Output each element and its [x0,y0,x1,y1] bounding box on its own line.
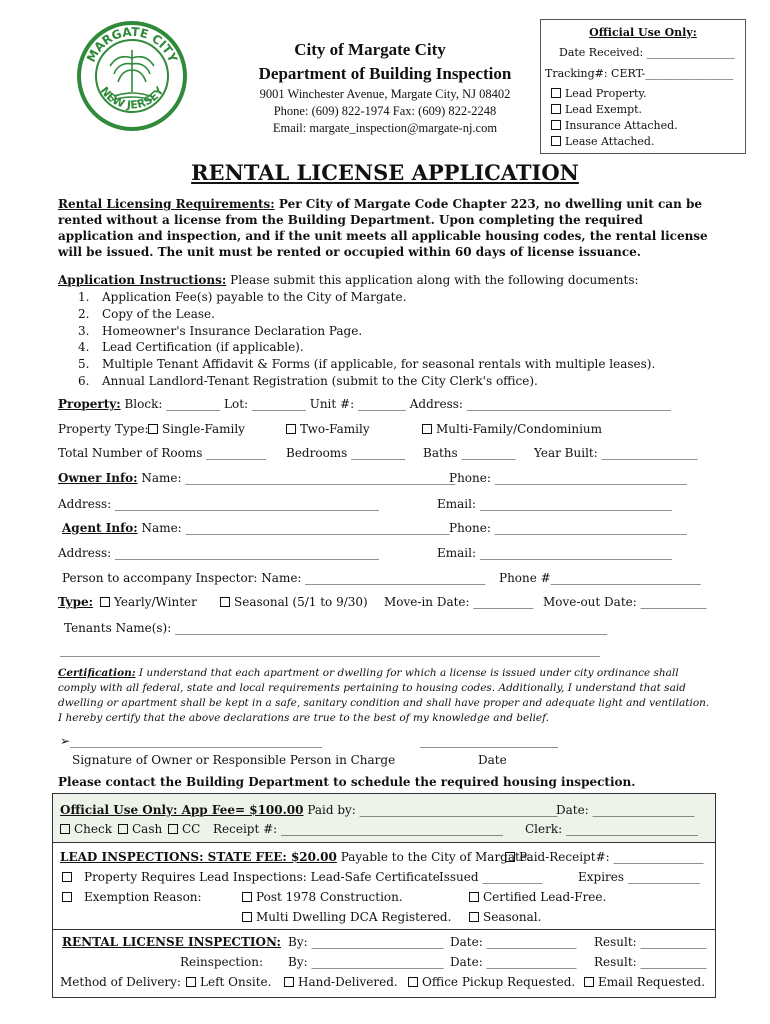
check-cash[interactable]: Cash [118,822,162,836]
city-seal [76,20,188,132]
agent-phone-field[interactable]: Phone: ________________________________ [449,521,687,535]
bedrooms-field[interactable]: Bedrooms _________ [286,446,406,460]
signature-line[interactable]: ➢__________________________________________ [60,734,323,748]
checkbox-icon [62,872,72,882]
owner-address-field[interactable]: Address: ____________________________________________ [58,497,380,511]
check-lead-seasonal[interactable]: Seasonal. [469,910,541,924]
accompany-phone-field[interactable]: Phone #_________________________ [499,571,701,585]
check-exemption[interactable]: Exemption Reason: [62,890,202,904]
checkbox-icon [551,136,561,146]
inspection-result-field[interactable]: Result: ___________ [594,935,707,949]
check-office-pickup[interactable]: Office Pickup Requested. [408,975,575,989]
reinspection-date-field[interactable]: Date: _______________ [450,955,577,969]
check-lead-exempt[interactable]: Lead Exempt. [551,103,642,116]
check-hand-delivered[interactable]: Hand-Delivered. [284,975,398,989]
type-label: Type: [58,595,94,609]
total-rooms-field[interactable]: Total Number of Rooms __________ [58,446,267,460]
reinspection-label: Reinspection: [180,955,264,969]
svg-text:NEW JERSEY: NEW JERSEY [97,84,167,112]
checkbox-icon [469,912,479,922]
date-received-field[interactable]: Date Received: ________________ [559,46,735,59]
list-item: 5. Multiple Tenant Affidavit & Forms (if applicable, for seasonal rentals with multiple leases). [78,357,656,372]
check-lease-attached[interactable]: Lease Attached. [551,135,654,148]
fee-date-field[interactable]: Date: _________________ [556,803,695,817]
svg-text:MARGATE CITY: MARGATE CITY [83,24,181,65]
agent-email-field[interactable]: Email: ________________________________ [437,546,672,560]
list-item: 3. Homeowner's Insurance Declaration Page. [78,323,363,338]
signature-label: Signature of Owner or Responsible Person in Charge [72,753,396,767]
checkbox-icon [242,912,252,922]
issued-field[interactable]: Issued __________ [439,870,543,884]
tracking-field[interactable]: Tracking#: CERT-________________ [545,67,734,80]
list-item: 1. Application Fee(s) payable to the City of Margate. [78,290,407,304]
checkbox-icon [422,424,432,434]
checkbox-icon [148,424,158,434]
receipt-field[interactable]: Receipt #: _____________________________________ [213,822,504,836]
department-name: Department of Building Inspection [258,64,512,83]
accompany-name-field[interactable]: Person to accompany Inspector: Name: ______________________________ [62,571,486,585]
tenants-field-line2[interactable]: __________________________________________________________________________________________ [60,643,600,657]
checkbox-icon [62,892,72,902]
header-address: 9001 Winchester Avenue, Margate City, NJ 08402 [259,87,511,101]
clerk-field[interactable]: Clerk: ______________________ [525,822,698,836]
signature-date-line[interactable]: _______________________ [420,734,558,748]
checkbox-icon [551,120,561,130]
official-use-title: Official Use Only: [589,26,697,39]
owner-phone-field[interactable]: Phone: ________________________________ [449,471,687,485]
seal-icon [76,20,188,132]
checkbox-icon [584,977,594,987]
inspection-date-field[interactable]: Date: _______________ [450,935,577,949]
expires-field[interactable]: Expires ____________ [578,870,700,884]
requirements-paragraph: Rental Licensing Requirements: Per City of Margate Code Chapter 223, no dwelling unit can be rented without a license from the Building Department. Upon completing the required application and inspection, and if the unit meets all applicable housing codes, the rental license will be issued. The unit must be rented or occupied within 60 days of license issuance. [58,197,708,259]
checkbox-icon [284,977,294,987]
arrow-icon: ➢ [60,734,71,748]
paid-receipt-field[interactable]: Paid-Receipt#: _______________ [505,850,703,864]
delivery-method-label: Method of Delivery: [60,975,181,989]
check-check[interactable]: Check [60,822,112,836]
contact-note: Please contact the Building Department to schedule the required housing inspection. [58,775,636,789]
year-built-field[interactable]: Year Built: ________________ [534,446,698,460]
official-use-box-top [540,19,746,154]
instructions-list [78,289,655,390]
city-name: City of Margate City [294,40,446,59]
owner-email-field[interactable]: Email: ________________________________ [437,497,672,511]
list-item: 4. Lead Certification (if applicable). [78,340,304,355]
check-two-family[interactable]: Two-Family [286,422,370,436]
header-phone: Phone: (609) 822-1974 Fax: (609) 822-2248 [273,104,497,118]
property-type-label: Property Type: [58,422,149,436]
header-email: Email: margate_inspection@margate-nj.com [272,121,498,135]
checkbox-icon [168,824,178,834]
check-post-1978[interactable]: Post 1978 Construction. [242,890,403,904]
inspection-by-field[interactable]: By: ______________________ [288,935,444,949]
fee-paid-by-field[interactable]: Official Use Only: App Fee= $100.00 Paid by: _________________________________ [60,803,558,817]
agent-name-field[interactable]: Agent Info: Name: ____________________________________________ [62,521,450,535]
page-title: RENTAL LICENSE APPLICATION [191,160,579,185]
checkbox-icon [220,597,230,607]
check-requires-lead[interactable]: Property Requires Lead Inspections: Lead-Safe Certificate [62,870,440,884]
list-item: 6. Annual Landlord-Tenant Registration (submit to the City Clerk's office). [78,373,538,388]
inspection-label: RENTAL LICENSE INSPECTION: [62,935,281,949]
check-insurance-attached[interactable]: Insurance Attached. [551,119,678,132]
instructions-intro: Application Instructions: Please submit this application along with the following documents: [58,273,639,287]
reinspection-result-field[interactable]: Result: ___________ [594,955,707,969]
check-certified-lead-free[interactable]: Certified Lead-Free. [469,890,606,904]
agent-address-field[interactable]: Address: ____________________________________________ [58,546,380,560]
owner-name-field[interactable]: Owner Info: Name: _____________________________________________ [58,471,456,485]
checkbox-icon [100,597,110,607]
property-line[interactable]: Property: Block: _________ Lot: _________ Unit #: ________ Address: __________________________________ [58,397,671,411]
checkbox-icon [286,424,296,434]
tenants-field[interactable]: Tenants Name(s): ________________________________________________________________________ [64,621,608,635]
certification-paragraph: Certification: I understand that each apartment or dwelling for which a license is issued under city ordinance shall comply with all federal, state and local requirements pertaining to housing codes. Additionally, I understand that said dwelling or apartment shall be kept in a safe, sanitary condition and shall have proper and adequate light and ventilation. I hereby certify that the above declarations are true to the best of my knowledge and belief. [58,667,710,724]
check-left-onsite[interactable]: Left Onsite. [186,975,271,989]
checkbox-icon [242,892,252,902]
checkbox-icon [186,977,196,987]
checkbox-icon [551,88,561,98]
date-label: Date [478,753,507,767]
check-multi-dwelling[interactable]: Multi Dwelling DCA Registered. [242,910,451,924]
checkbox-icon [408,977,418,987]
move-in-date-field[interactable]: Move-in Date: __________ [384,595,534,609]
check-single-family[interactable]: Single-Family [148,422,245,436]
checkbox-icon [469,892,479,902]
check-yearly-winter[interactable]: Yearly/Winter [100,595,197,609]
checkbox-icon [118,824,128,834]
check-cc[interactable]: CC [168,822,200,836]
baths-field[interactable]: Baths _________ [423,446,516,460]
reinspection-by-field[interactable]: By: ______________________ [288,955,444,969]
check-seasonal[interactable]: Seasonal (5/1 to 9/30) [220,595,368,609]
check-multi-family[interactable]: Multi-Family/Condominium [422,422,602,436]
checkbox-icon [551,104,561,114]
lead-fee-line: LEAD INSPECTIONS: STATE FEE: $20.00 Payable to the City of Margate. [60,850,531,864]
check-email-requested[interactable]: Email Requested. [584,975,705,989]
move-out-date-field[interactable]: Move-out Date: ___________ [543,595,707,609]
checkbox-icon [505,852,515,862]
checkbox-icon [60,824,70,834]
list-item: 2. Copy of the Lease. [78,306,215,321]
check-lead-property[interactable]: Lead Property. [551,87,647,100]
